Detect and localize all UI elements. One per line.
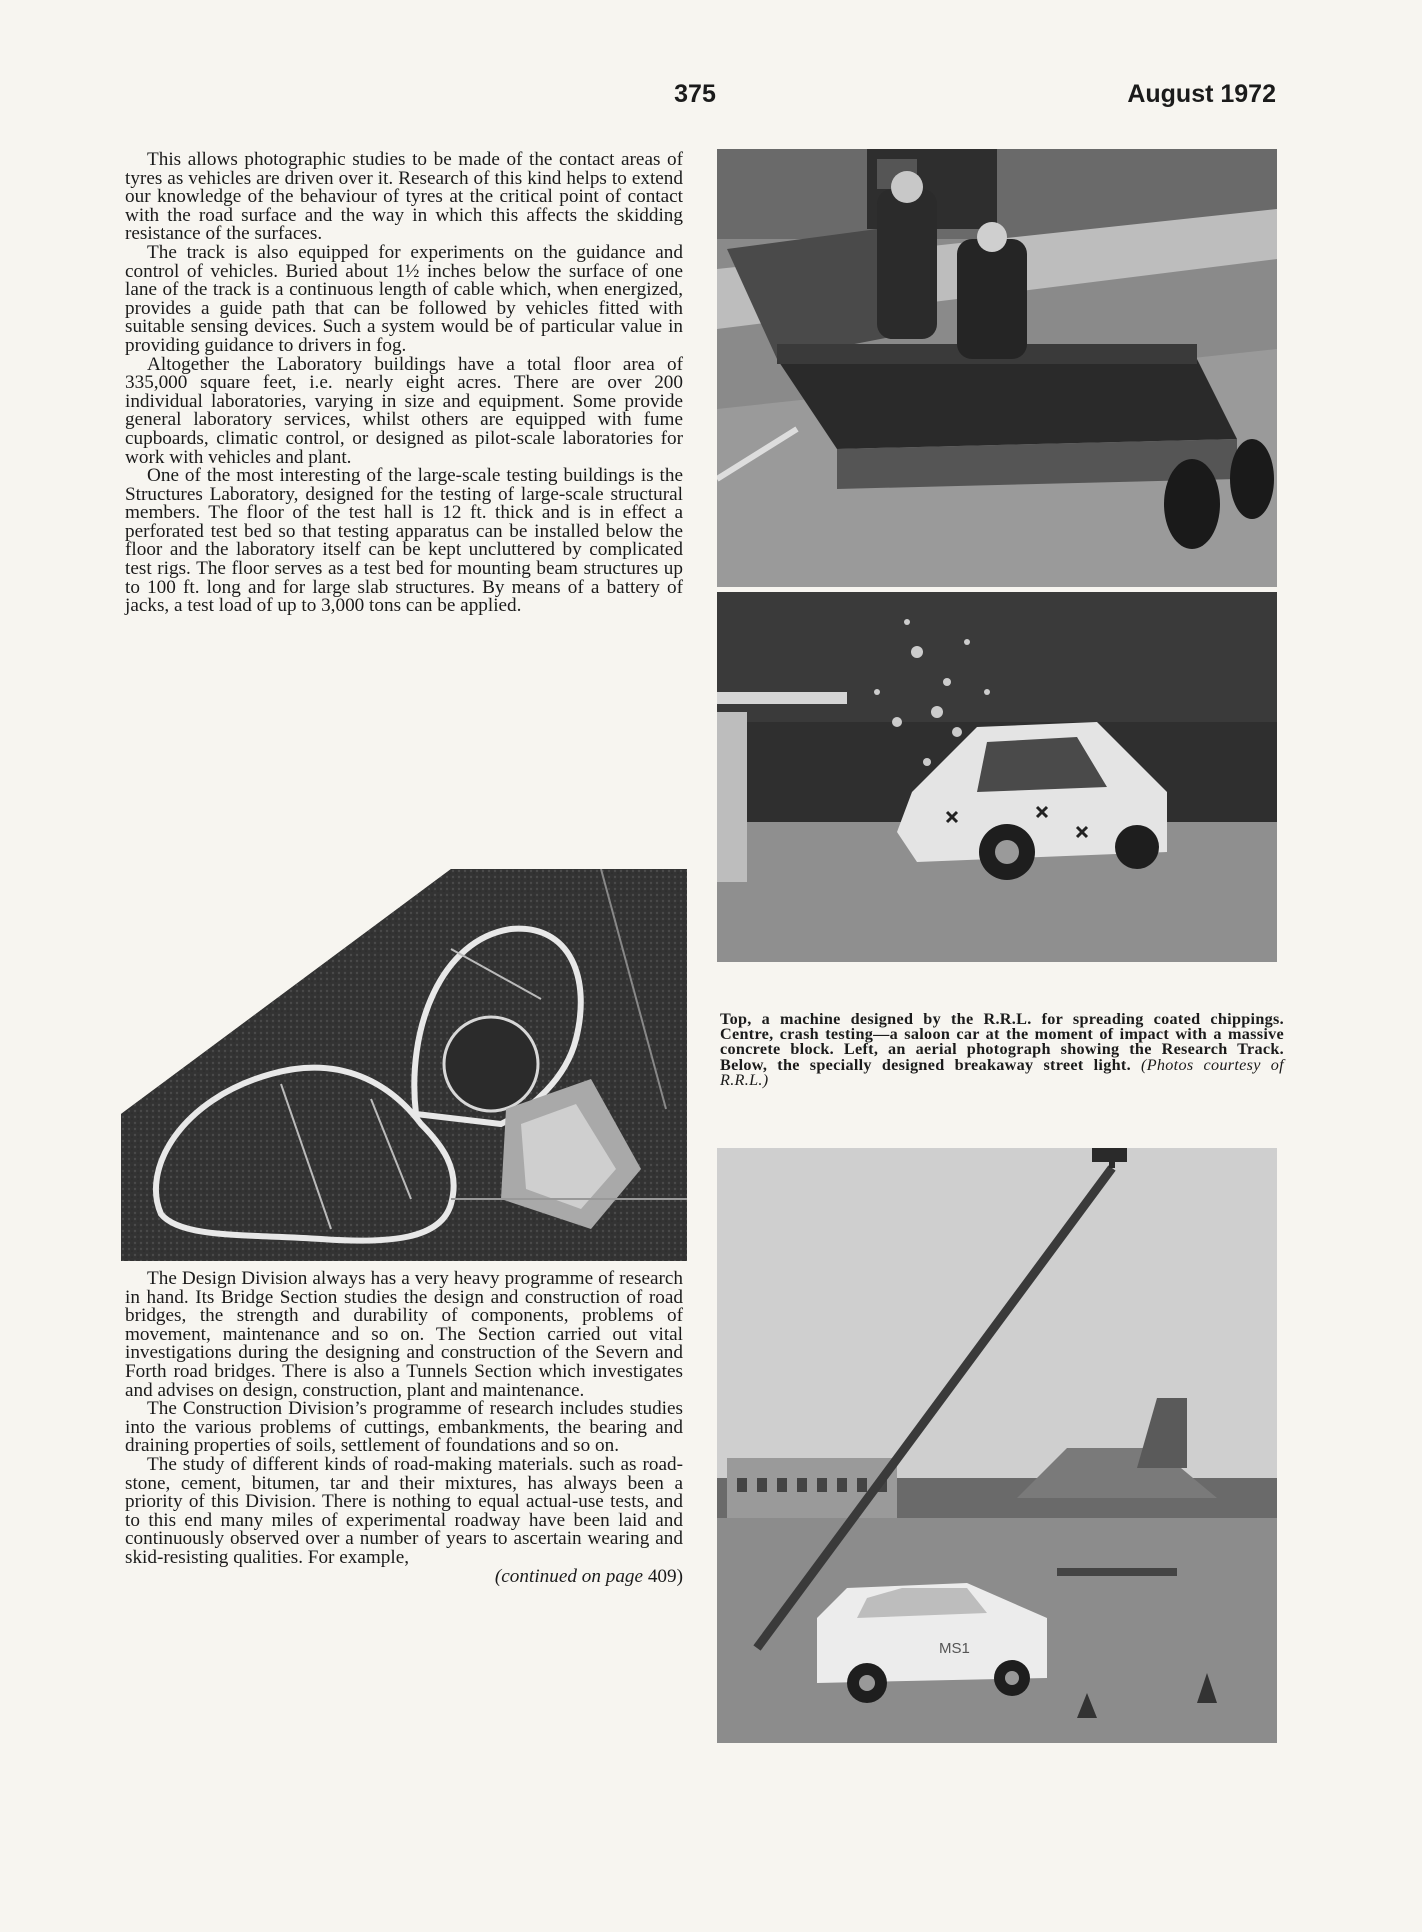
continuation-page: 409 [647,1565,677,1587]
chipping-spreader-photo [717,149,1277,587]
article-paragraph: Altogether the Laboratory buildings have a total floor area of 335,000 square feet, i.e. nearly eight acres. There are over 200 individual laboratories, varying in size and equipment. Some provide general laboratory services, whilst others are equipped with fume cupboards, climatic control, or designed as pilot-scale laboratories for work with vehicles and plant. [125,353,683,468]
car-marking: MS1 [939,1640,970,1657]
continuation-suffix: ) [676,1565,683,1587]
breakaway-street-light-photo [717,1148,1277,1743]
issue-date: August 1972 [1127,80,1276,108]
page-number: 375 [674,80,716,108]
photo-credit: (Photos courtesy of R.R.L.) [720,1055,1284,1089]
article-paragraph: One of the most interesting of the large-scale testing buildings is the Structures Laboratory, designed for the testing of large-scale structural members. The floor of the test hall is 12 ft. thick and is in effect a perforated test bed so that testing apparatus can be installed below the floor and the laboratory itself can be kept uncluttered by complicated test rigs. The floor serves as a test bed for mounting beam structures up to 100 ft. long and for large slab structures. By means of a battery of jacks, a test load of up to 3,000 tons can be applied. [125,465,683,617]
article-paragraph: The Design Division always has a very heavy programme of research in hand. Its Bridge Section studies the design and construction of road bridges, the strength and durability of components, problems of movement, maintenance and so on. The Section carried out vital investigations during the designing and construction of the Severn and Forth road bridges. There is also a Tunnels Section which investigates and advises on design, construction, plant and maintenance. [125,1268,683,1401]
article-column-top [125,151,683,616]
caption-text: Top, a machine designed by the R.R.L. for spreading coated chippings. Centre, crash testing—a saloon car at the moment of impact with a massive concrete block. Left, an aerial photograph showing the Research Track. Below, the specially designed breakaway street light. [720,1010,1284,1074]
article-paragraph: The study of different kinds of road-making materials. such as road-stone, cement, bitumen, tar and their mixtures, has always been a priority of this Division. There is nothing to equal actual-use tests, and to this end many miles of experimental roadway have been laid and continuously observed over a number of years to ascertain wearing and skid-resisting qualities. For example, [125,1453,683,1568]
article-column-bottom [125,1270,683,1586]
continuation-prefix: (continued on page [494,1565,644,1587]
article-paragraph: The Construction Division’s programme of research includes studies into the various problems of cuttings, embankments, the bearing and draining properties of soils, settlement of foundations and so on. [125,1398,683,1457]
crash-test-photo [717,592,1277,962]
photo-caption [720,1012,1284,1088]
article-paragraph: The track is also equipped for experiments on the guidance and control of vehicles. Buried about 1½ inches below the surface of one lane of the track is a continuous length of cable which, when energized, provides a guide path that can be followed by vehicles fitted with suitable sensing devices. Such a system would be of particular value in providing guidance to drivers in fog. [125,241,683,356]
article-paragraph: This allows photographic studies to be made of the contact areas of tyres as vehicles are driven over it. Research of this kind helps to extend our knowledge of the behaviour of tyres at the critical point of contact with the road surface and the way in which this affects the skidding resistance of the surfaces. [125,149,683,245]
continuation-note [125,1565,683,1587]
aerial-photo-research-track [121,869,687,1261]
